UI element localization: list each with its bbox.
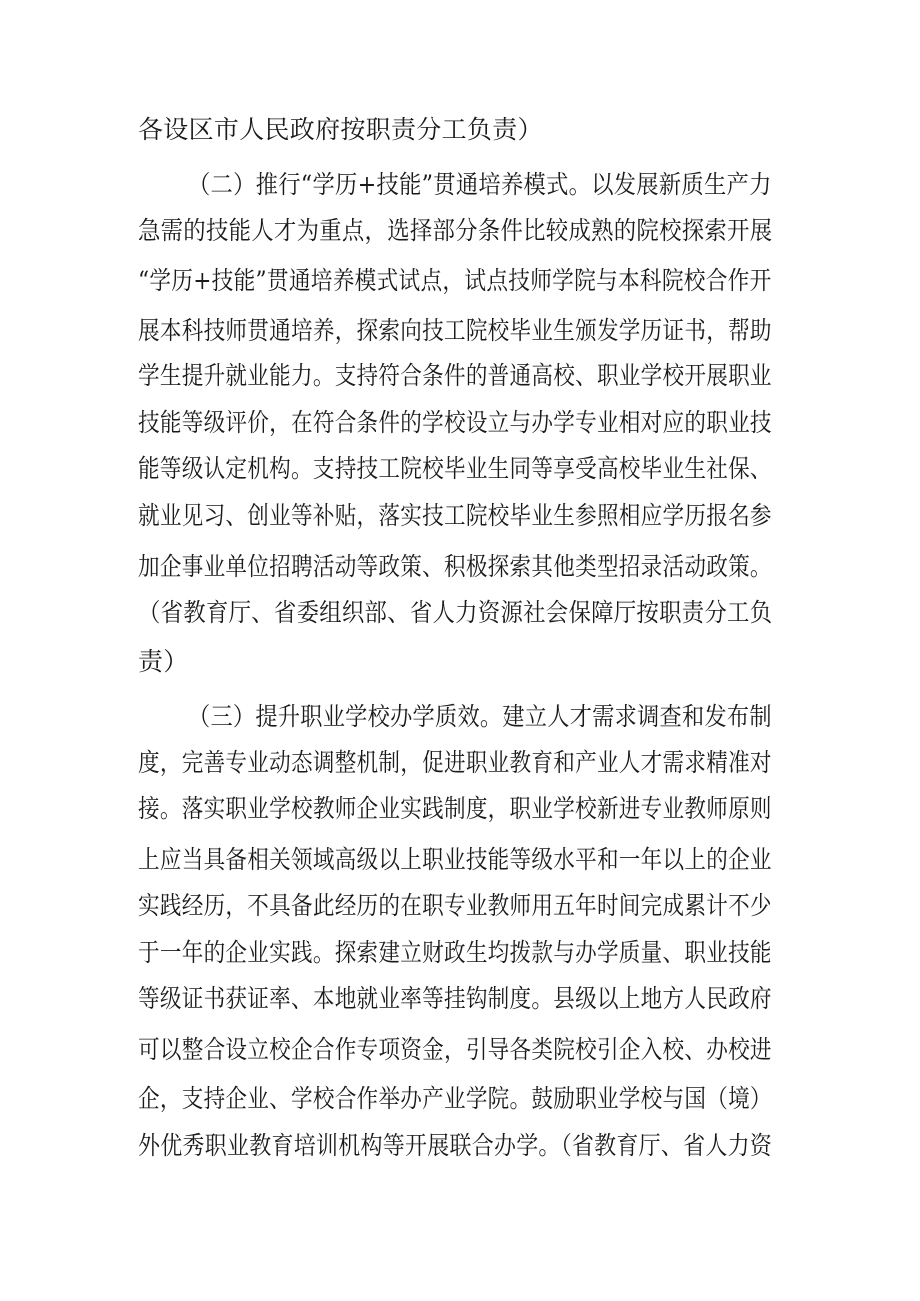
text-line: 展本科技师贯通培养，探索向技工院校毕业生颁发学历证书，帮助 — [138, 316, 772, 345]
text-line: 急需的技能人才为重点，选择部分条件比较成熟的院校探索开展 — [138, 216, 773, 245]
text-line: 于一年的企业实践。探索建立财政生均拨款与办学质量、职业技能 — [138, 938, 772, 967]
text-line: 度，完善专业动态调整机制，促进职业教育和产业人才需求精准对 — [138, 748, 772, 777]
text-line: 外优秀职业教育培训机构等开展联合办学。（省教育厅、省人力资 — [138, 1131, 773, 1160]
text-line: 实践经历，不具备此经历的在职专业教师用五年时间完成累计不少 — [138, 891, 772, 920]
text-line: 技能等级评价，在符合条件的学校设立与办学专业相对应的职业技 — [138, 408, 772, 437]
text-line: 接。落实职业学校教师企业实践制度，职业学校新进专业教师原则 — [138, 794, 772, 823]
text-line: 就业见习、创业等补贴，落实技工院校毕业生参照相应学历报名参 — [138, 501, 772, 530]
paragraph-heading-3: （三）提升职业学校办学质效。建立人才需求调查和发布制 — [188, 702, 772, 731]
text-line: 学生提升就业能力。支持符合条件的普通高校、职业学校开展职业 — [138, 361, 772, 390]
text-line: 可以整合设立校企合作专项资金，引导各类院校引企入校、办校进 — [138, 1035, 772, 1064]
text-line: 加企事业单位招聘活动等政策、积极探索其他类型招录活动政策。 — [138, 552, 772, 581]
text-line: 等级证书获证率、本地就业率等挂钩制度。县级以上地方人民政府 — [138, 984, 772, 1013]
text-line: （省教育厅、省委组织部、省人力资源社会保障厅按职责分工负 — [138, 598, 773, 627]
text-line: 责） — [138, 647, 189, 676]
paragraph-heading-2: （二）推行“学历+技能”贯通培养模式。以发展新质生产力 — [188, 170, 772, 199]
text-line: 企，支持企业、学校合作举办产业学院。鼓励职业学校与国（境） — [138, 1084, 772, 1113]
text-line: 上应当具备相关领域高级以上职业技能等级水平和一年以上的企业 — [138, 845, 772, 874]
text-line: 各设区市人民政府按职责分工负责） — [138, 115, 543, 144]
text-line: 能等级认定机构。支持技工院校毕业生同等享受高校毕业生社保、 — [138, 454, 772, 483]
text-line: “学历+技能”贯通培养模式试点，试点技师学院与本科院校合作开 — [138, 266, 772, 295]
